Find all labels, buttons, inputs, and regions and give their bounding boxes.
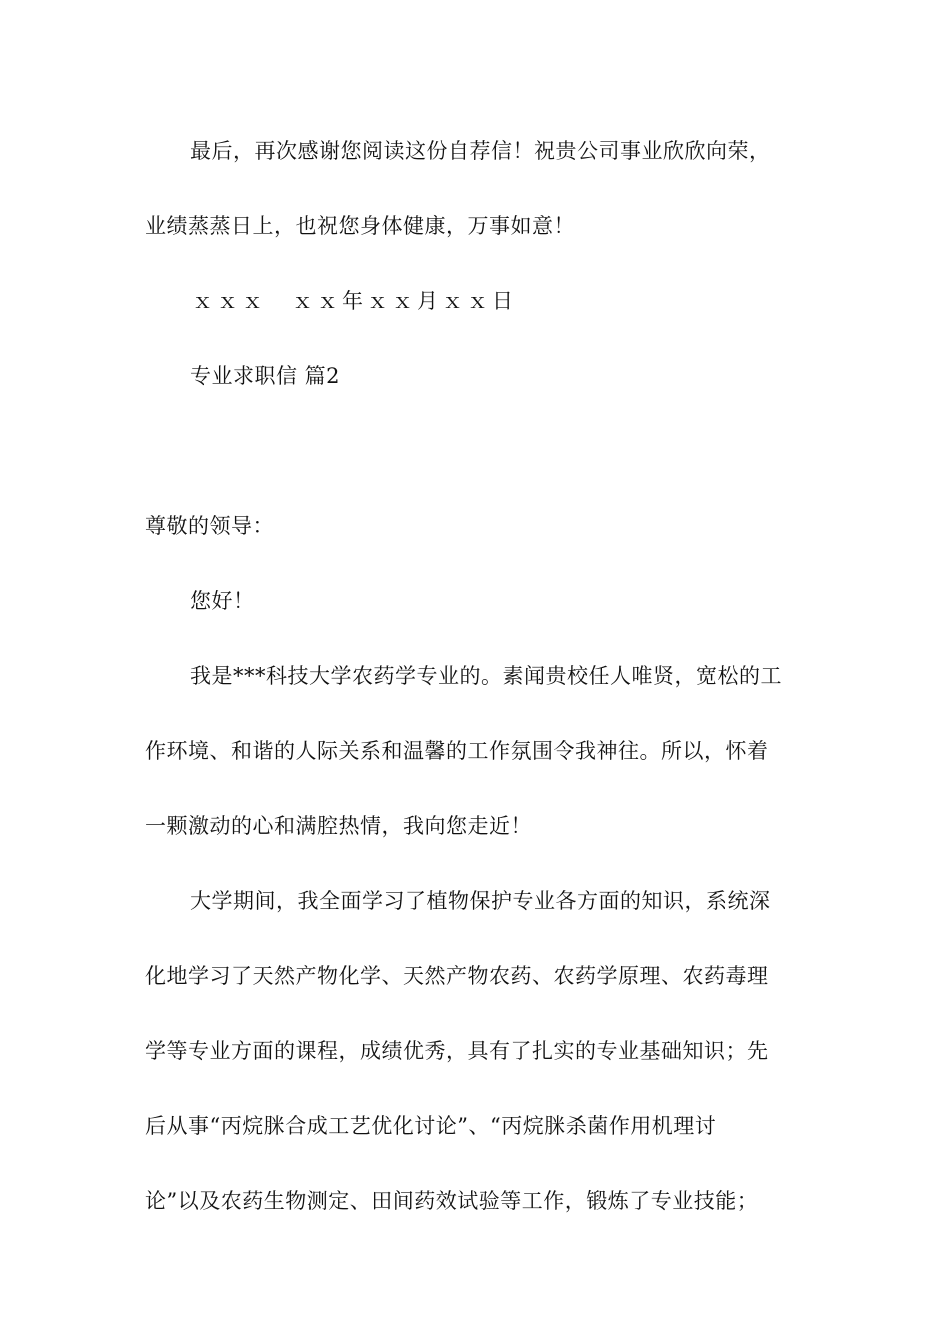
study-paragraph-line-3: 学等专业方面的课程，成绩优秀，具有了扎实的专业基础知识；先 [145, 1039, 769, 1063]
study-paragraph-line-4: 后从事“丙烷脒合成工艺优化讨论”、“丙烷脒杀菌作用机理讨 [145, 1114, 717, 1138]
intro-paragraph-line-1: 我是***科技大学农药学专业的。素闻贵校任人唯贤，宽松的工 [190, 664, 782, 688]
intro-paragraph-line-3: 一颗激动的心和满腔热情，我向您走近！ [145, 814, 532, 838]
section-title: 专业求职信 篇2 [190, 364, 341, 388]
intro-paragraph-line-2: 作环境、和谐的人际关系和温馨的工作氛围令我神往。所以，怀着 [145, 739, 769, 763]
signature-date: ｘｘｘ ｘｘ年ｘｘ月ｘｘ日 [192, 289, 517, 313]
study-paragraph-line-5: 论”以及农药生物测定、田间药效试验等工作，锻炼了专业技能； [145, 1189, 759, 1213]
closing-paragraph-line-1: 最后，再次感谢您阅读这份自荐信！祝贵公司事业欣欣向荣， [190, 139, 771, 163]
salutation: 尊敬的领导： [145, 514, 274, 538]
greeting: 您好！ [190, 589, 255, 613]
closing-paragraph-line-2: 业绩蒸蒸日上，也祝您身体健康，万事如意！ [145, 214, 575, 238]
study-paragraph-line-1: 大学期间，我全面学习了植物保护专业各方面的知识，系统深 [190, 889, 771, 913]
study-paragraph-line-2: 化地学习了天然产物化学、天然产物农药、农药学原理、农药毒理 [145, 964, 769, 988]
